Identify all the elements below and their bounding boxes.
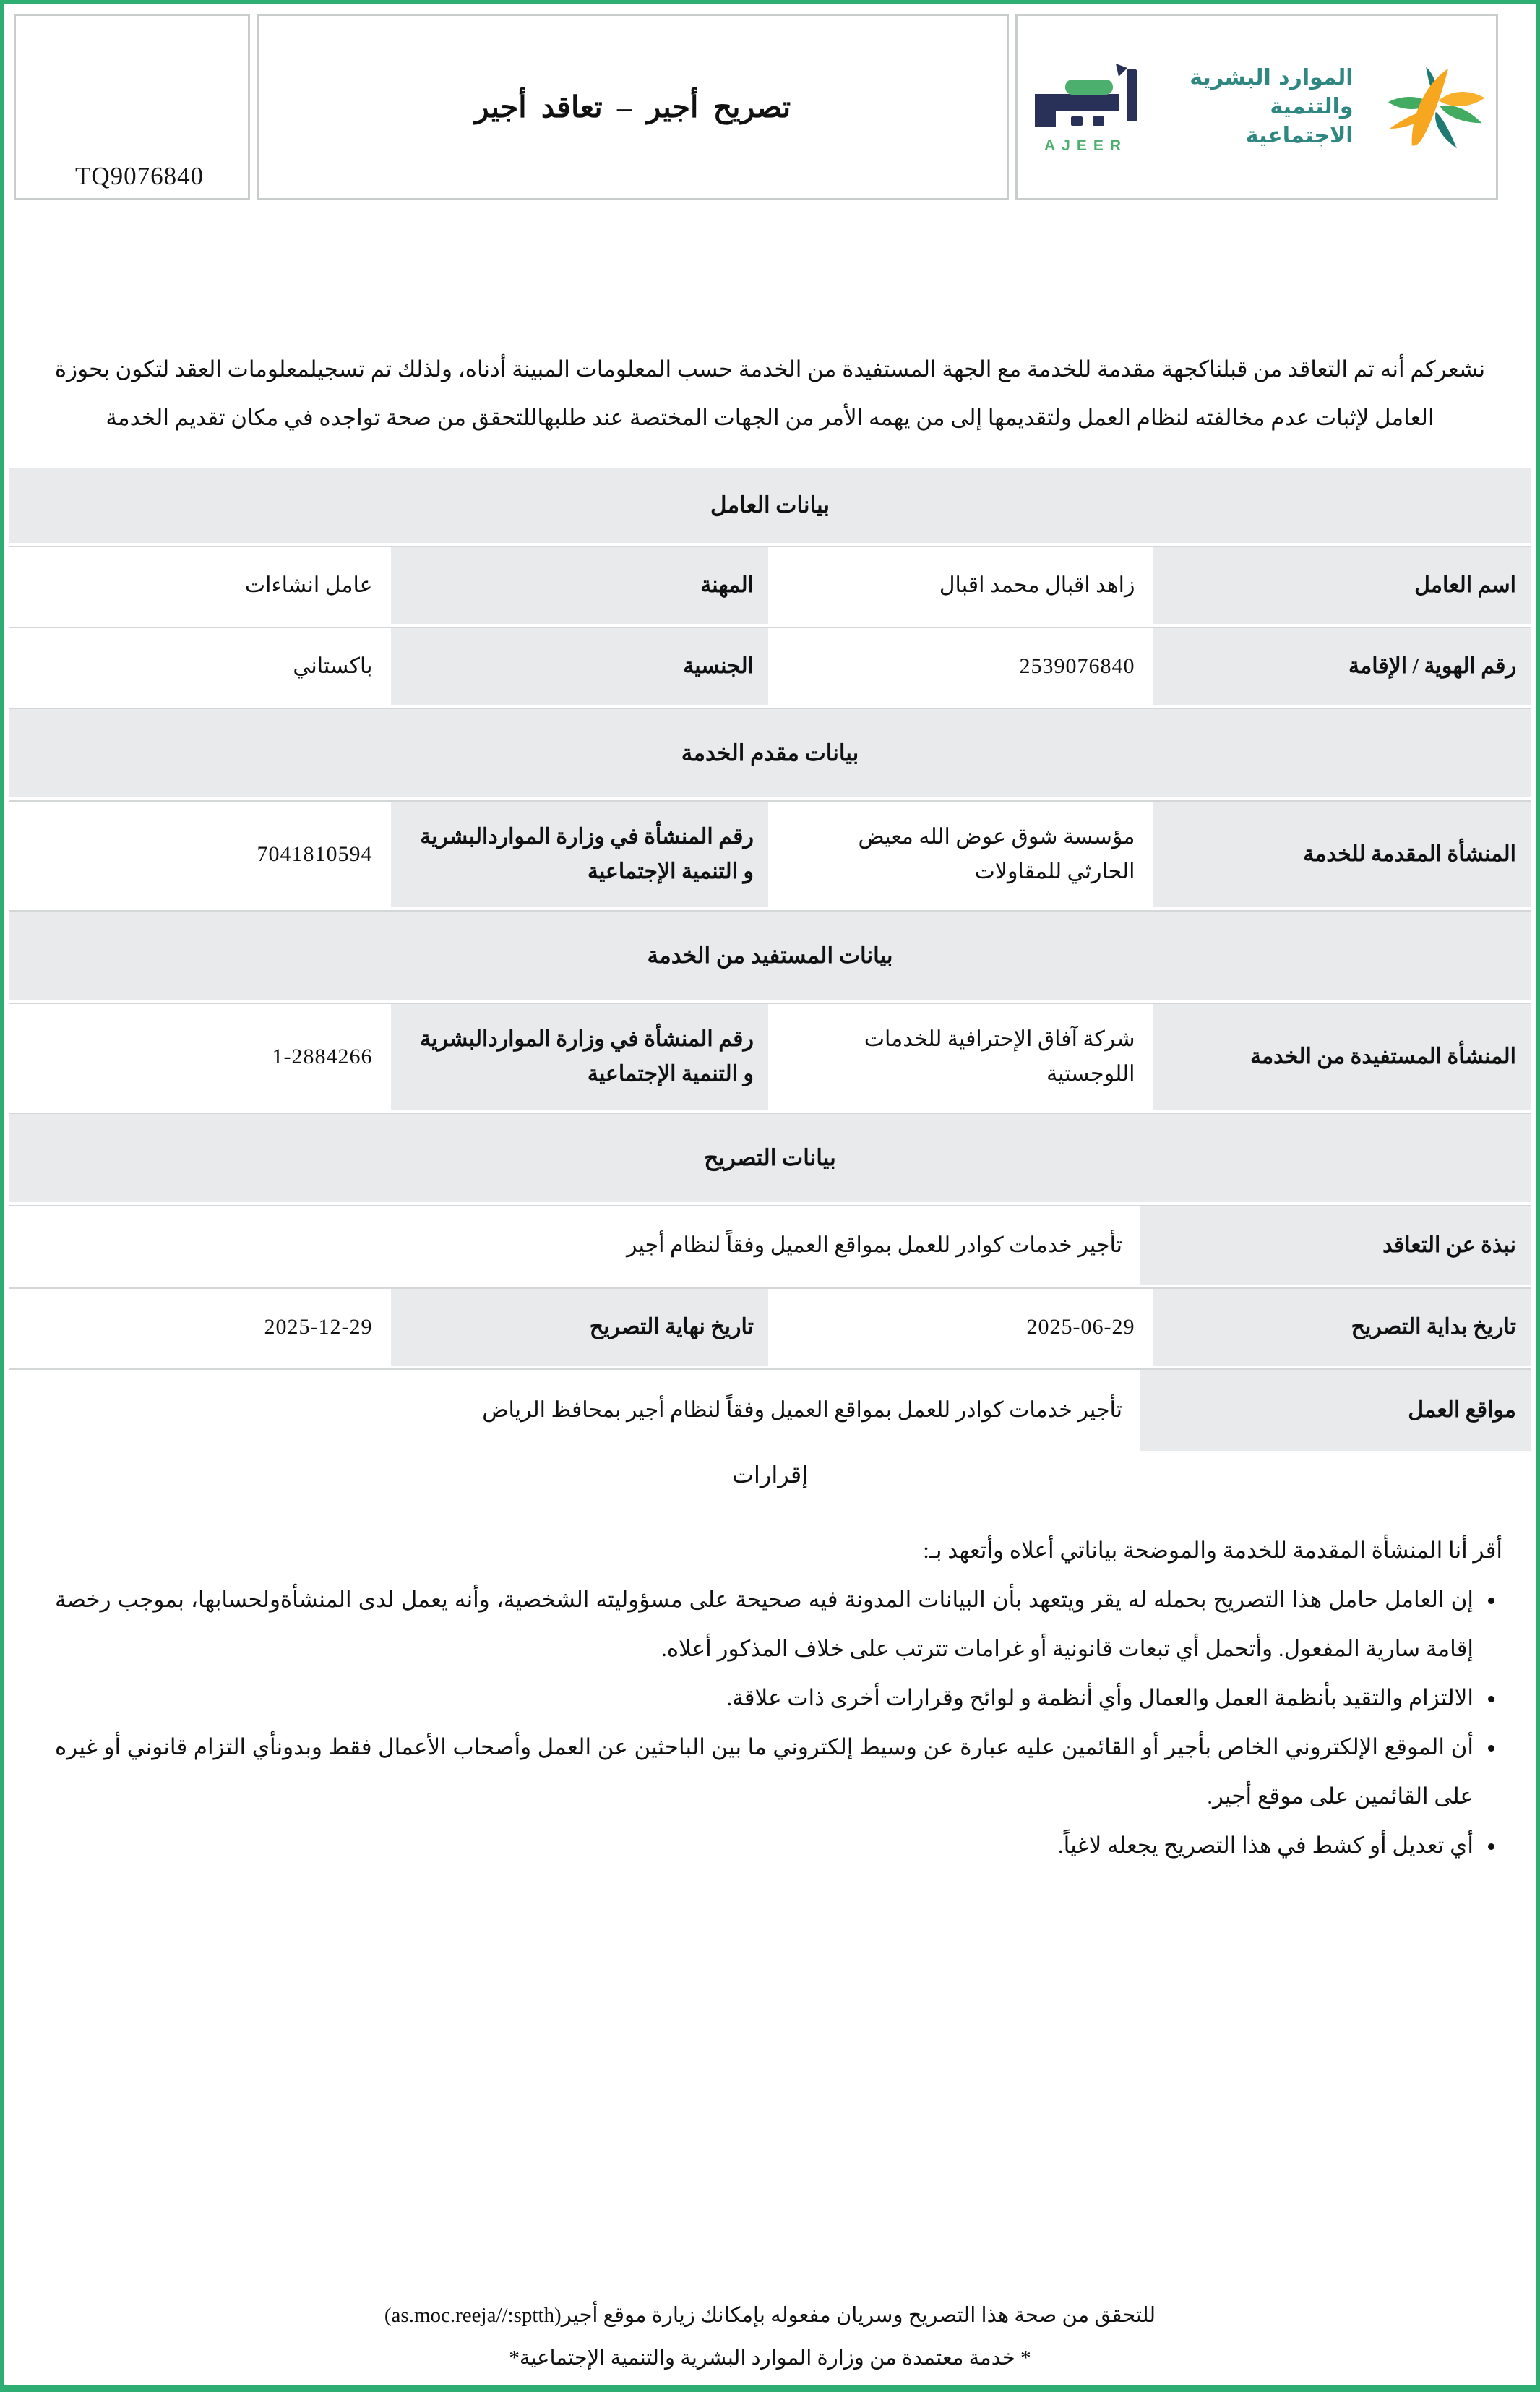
ministry-emblem-icon xyxy=(1384,58,1489,156)
provider-name-value: مؤسسة شوق عوض الله معيض الحارثي للمقاولات xyxy=(772,802,1150,907)
work-locations-value: تأجير خدمات كوادر للعمل بمواقع العميل وفقاً لنظام أجير بمحافظ الرياض xyxy=(9,1370,1137,1451)
worker-name-value: زاهد اقبال محمد اقبال xyxy=(772,547,1150,624)
end-date-value: 2025-12-29 xyxy=(9,1289,387,1366)
ministry-name-line1: الموارد البشرية xyxy=(1190,65,1354,90)
table-row xyxy=(9,1368,1531,1451)
table-row xyxy=(9,1205,1531,1285)
approved-service-note: * خدمة معتمدة من وزارة الموارد البشرية والتنمية الإجتماعية* xyxy=(509,2346,1031,2370)
profession-label: المهنة xyxy=(391,547,769,624)
table-row xyxy=(9,546,1531,624)
declaration-item: • الالتزام والتقيد بأنظمة العمل والعمال وأي أنظمة و لوائح وقرارات أخرى ذات علاقة. xyxy=(55,1673,1476,1723)
verification-note: للتحقق من صحة هذا التصريح وسريان مفعوله بإمكانك زيارة موقع أجير(as.moc.reeja//:sptth) xyxy=(384,2304,1156,2327)
declaration-item: • أي تعديل أو كشط في هذا التصريح يجعله لاغياً. xyxy=(55,1821,1476,1870)
provider-number-value: 7041810594 xyxy=(9,802,387,907)
nationality-label: الجنسية xyxy=(391,628,769,705)
table-row xyxy=(9,800,1531,907)
declarations-list xyxy=(55,1575,1502,1870)
doc-number-box xyxy=(14,14,250,200)
profession-value: عامل انشاءات xyxy=(9,547,387,624)
section-header-beneficiary: بيانات المستفيد من الخدمة xyxy=(9,910,1531,1000)
ministry-wordmark xyxy=(1171,64,1354,150)
id-number-value: 2539076840 xyxy=(772,628,1150,705)
worker-name-label: اسم العامل xyxy=(1153,547,1531,624)
end-date-label: تاريخ نهاية التصريح xyxy=(391,1289,769,1366)
section-header-permit: بيانات التصريح xyxy=(9,1113,1531,1202)
start-date-label: تاريخ بداية التصريح xyxy=(1153,1289,1531,1366)
ajeer-wordmark-icon xyxy=(1025,59,1140,132)
table-row xyxy=(9,1003,1531,1110)
start-date-value: 2025-06-29 xyxy=(772,1289,1150,1366)
beneficiary-number-value: 1-2884266 xyxy=(9,1004,387,1110)
table-row xyxy=(9,1287,1531,1366)
beneficiary-name-label: المنشأة المستفيدة من الخدمة xyxy=(1153,1004,1531,1110)
title-box xyxy=(257,14,1009,200)
provider-name-label: المنشأة المقدمة للخدمة xyxy=(1153,802,1531,907)
contract-summary-label: نبذة عن التعاقد xyxy=(1140,1206,1531,1285)
permit-number: TQ9076840 xyxy=(75,162,205,190)
id-number-label: رقم الهوية / الإقامة xyxy=(1153,628,1531,705)
work-locations-label: مواقع العمل xyxy=(1140,1370,1531,1451)
contract-summary-value: تأجير خدمات كوادر للعمل بمواقع العميل وفقاً لنظام أجير xyxy=(9,1206,1137,1285)
ajeer-latin-label: AJEER xyxy=(1044,137,1128,154)
declarations-intro: أقر أنا المنشأة المقدمة للخدمة والموضحة بياناتي أعلاه وأتعهد بـ: xyxy=(923,1538,1502,1563)
intro-paragraph: نشعركم أنه تم التعاقد من قبلناكجهة مقدمة للخدمة مع الجهة المستفيدة من الخدمة حسب المعلومات المبينة أدناه، ولذلك تم تسجيلمعلومات العقد لتكون بحوزة العامل لإثبات عدم مخالفته لنظام العمل ولتقديمها إلى من يهمه الأمر من الجهات المختصة عند طلبهاللتحقق من صحة تواجده في مكان تقديم الخدمة xyxy=(54,356,1486,430)
nationality-value: باكستاني xyxy=(9,628,387,705)
provider-number-label: رقم المنشأة في وزارة المواردالبشرية و التنمية الإجتماعية xyxy=(391,802,769,907)
logos-box xyxy=(1015,14,1498,200)
table-row xyxy=(9,627,1531,705)
ajeer-logo xyxy=(1025,59,1140,155)
beneficiary-name-value: شركة آفاق الإحترافية للخدمات اللوجستية xyxy=(772,1004,1150,1110)
declaration-item: • إن العامل حامل هذا التصريح بحمله له يقر ويتعهد بأن البيانات المدونة فيه صحيحة على مسؤوليته الشخصية، وأنه يعمل لدى المنشأةولحسابها، بموجب رخصة إقامة سارية المفعول. وأتحمل أي تبعات قانونية أو غرامات تترتب على خلاف المذكور أعلاه. xyxy=(55,1575,1476,1673)
declaration-item: • أن الموقع الإلكتروني الخاص بأجير أو القائمين عليه عبارة عن وسيط إلكتروني ما بين الباحثين عن العمل وأصحاب الأعمال فقط وبدونأي التزام قانوني أو غيره على القائمين على موقع أجير. xyxy=(55,1723,1476,1821)
beneficiary-number-label: رقم المنشأة في وزارة المواردالبشرية و التنمية الإجتماعية xyxy=(391,1004,769,1110)
declarations-block xyxy=(55,1526,1502,1870)
ministry-name-line2: والتنمية الاجتماعية xyxy=(1245,94,1354,148)
declarations-title: إقرارات xyxy=(731,1462,809,1488)
section-header-worker: بيانات العامل xyxy=(9,468,1531,543)
page-footer xyxy=(4,2294,1536,2380)
permit-data-table xyxy=(9,468,1531,1451)
page-title: تصريح أجير – تعاقد أجير xyxy=(474,90,791,124)
document-header xyxy=(14,14,1498,200)
section-header-provider: بيانات مقدم الخدمة xyxy=(9,708,1531,797)
